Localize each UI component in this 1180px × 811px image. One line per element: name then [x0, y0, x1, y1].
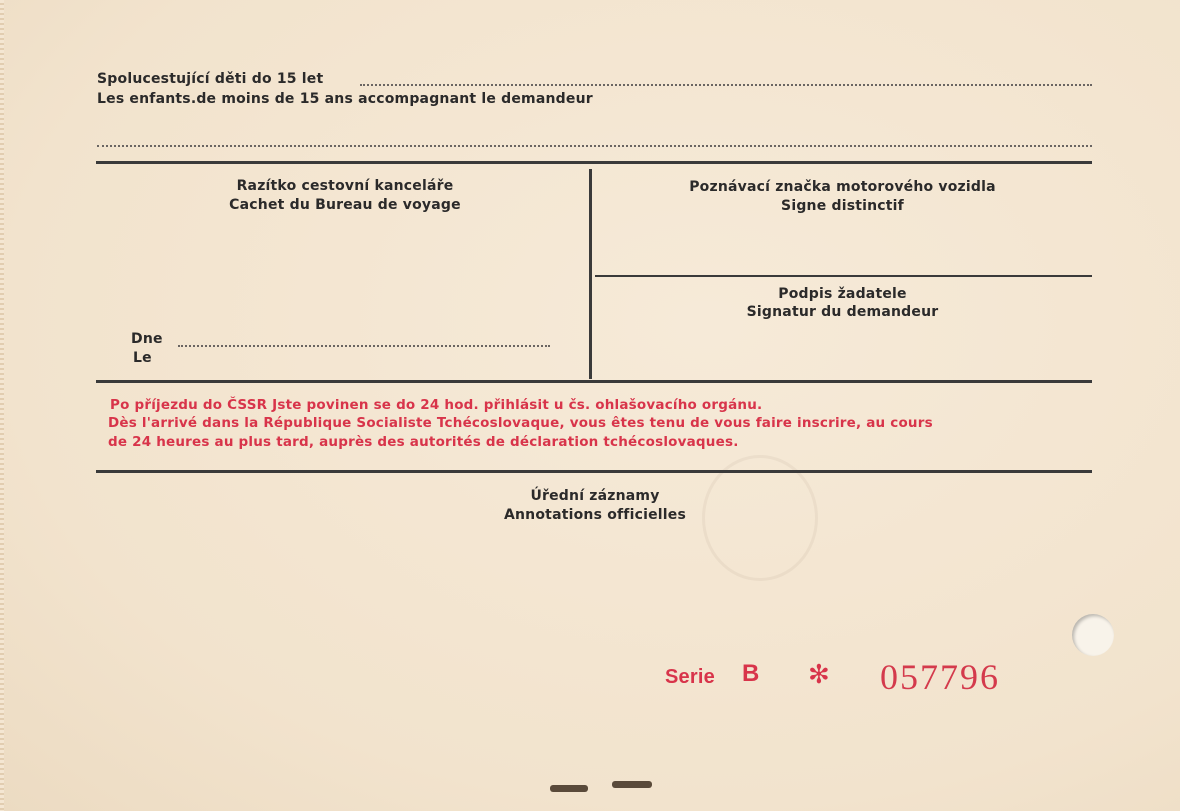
children-dotted-field-2[interactable]: [97, 145, 1092, 147]
date-dotted-field[interactable]: [178, 345, 550, 347]
serial-series: B: [742, 660, 760, 687]
vehicle-label-fr: Signe distinctif: [781, 198, 904, 214]
notice-line-1: Po příjezdu do ČSSR Jste povinen se do 24 hod. přihlásit u čs. ohlašovacího orgánu.: [110, 397, 763, 413]
date-label-cz: Dne: [131, 331, 163, 347]
notice-line-2: Dès l'arrivé dans la République Socialiste Tchécoslovaque, vous êtes tenu de vous faire inscrire, au cours: [108, 415, 933, 431]
serial-star-icon: ✻: [808, 660, 830, 690]
notice-line-3: de 24 heures au plus tard, auprès des autorités de déclaration tchécoslovaques.: [108, 434, 739, 450]
divider-middle: [96, 380, 1092, 383]
official-label-fr: Annotations officielles: [503, 507, 687, 523]
box-divider-horizontal: [595, 275, 1092, 277]
official-label-cz: Úřední záznamy: [530, 488, 660, 504]
signature-label-fr: Signatur du demandeur: [746, 304, 939, 320]
children-label-cz: Spolucestující děti do 15 let: [97, 71, 324, 87]
signature-label-cz: Podpis žadatele: [778, 286, 907, 302]
punch-hole: [1072, 614, 1114, 656]
divider-bottom: [96, 470, 1092, 473]
serial-number: 057796: [880, 657, 1000, 697]
staple-right: [612, 781, 652, 788]
perforated-edge: [0, 0, 4, 811]
agency-stamp-label-fr: Cachet du Bureau de voyage: [229, 197, 461, 213]
serial-label: Serie: [665, 666, 715, 688]
date-label-fr: Le: [133, 350, 152, 366]
children-label-fr: Les enfants.de moins de 15 ans accompagnant le demandeur: [97, 91, 593, 107]
children-dotted-field[interactable]: [360, 84, 1092, 86]
divider-top: [96, 161, 1092, 164]
staple-left: [550, 785, 588, 792]
vehicle-label-cz: Poznávací značka motorového vozidla: [689, 179, 996, 195]
agency-stamp-label-cz: Razítko cestovní kanceláře: [236, 178, 454, 194]
box-divider-vertical: [589, 169, 592, 379]
